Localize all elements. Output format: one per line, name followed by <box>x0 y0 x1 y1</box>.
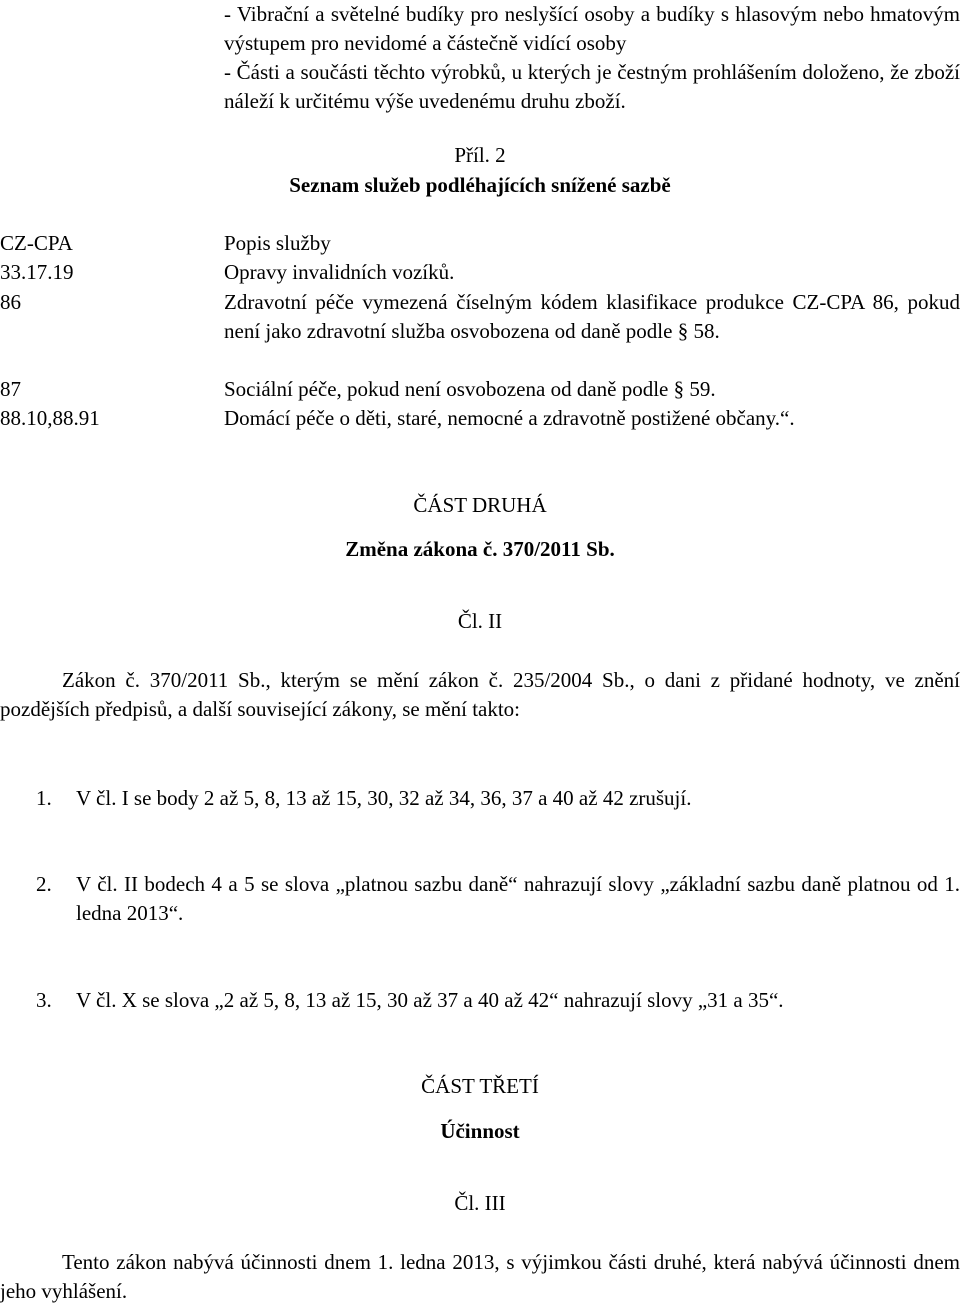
table-row-code: 87 <box>0 377 21 401</box>
annex-title: Seznam služeb podléhajících snížené sazbě <box>289 173 671 197</box>
intro-line: - Části a součásti těchto výrobků, u kterých je čestným prohlášením doloženo, že zboží náleží k určitému výše uvedenému druhu zboží. <box>224 60 960 113</box>
table-row-code: 33.17.19 <box>0 260 74 284</box>
amendment-number: 1. <box>36 786 52 810</box>
annex-label: Příl. 2 <box>454 143 506 167</box>
intro-block <box>224 0 960 116</box>
part3-article: Čl. III <box>454 1191 506 1215</box>
table-row-desc: Domácí péče o děti, staré, nemocné a zdravotně postižené občany.“. <box>224 406 795 430</box>
table-row-desc: Opravy invalidních vozíků. <box>224 260 455 284</box>
table-row-code: 88.10,88.91 <box>0 406 100 430</box>
part2-title: Změna zákona č. 370/2011 Sb. <box>345 537 615 561</box>
part2-heading: ČÁST DRUHÁ <box>413 493 547 517</box>
part2-article: Čl. II <box>457 609 503 633</box>
table-header-desc: Popis služby <box>224 231 331 255</box>
amendment-text: V čl. I se body 2 až 5, 8, 13 až 15, 30, 32 až 34, 36, 37 a 40 až 42 zrušují. <box>76 786 692 810</box>
table-header-code: CZ-CPA <box>0 231 73 255</box>
part3-text: Tento zákon nabývá účinnosti dnem 1. ledna 2013, s výjimkou části druhé, která nabývá účinnosti dnem jeho vyhlášení. <box>0 1250 960 1303</box>
amendment-number: 2. <box>36 872 52 896</box>
table-row-code: 86 <box>0 290 21 314</box>
part2-intro: Zákon č. 370/2011 Sb., kterým se mění zákon č. 235/2004 Sb., o dani z přidané hodnoty, ve znění pozdějších předpisů, a další související zákony, se mění takto: <box>0 668 960 721</box>
part3-title: Účinnost <box>440 1119 520 1143</box>
part3-heading: ČÁST TŘETÍ <box>421 1074 539 1098</box>
table-row-desc: Sociální péče, pokud není osvobozena od daně podle § 59. <box>224 377 716 401</box>
intro-line: - Vibrační a světelné budíky pro neslyšící osoby a budíky s hlasovým nebo hmatovým výstupem pro nevidomé a částečně vidící osoby <box>224 2 960 55</box>
amendment-text: V čl. II bodech 4 a 5 se slova „platnou sazbu daně“ nahrazují slovy „základní sazbu daně platnou od 1. ledna 2013“. <box>76 872 960 925</box>
table-row-desc: Zdravotní péče vymezená číselným kódem klasifikace produkce CZ-CPA 86, pokud není jako zdravotní služba osvobozena od daně podle § 58. <box>224 290 960 343</box>
amendment-text: V čl. X se slova „2 až 5, 8, 13 až 15, 30 až 37 a 40 až 42“ nahrazují slovy „31 a 35“. <box>76 988 784 1012</box>
amendment-number: 3. <box>36 988 52 1012</box>
